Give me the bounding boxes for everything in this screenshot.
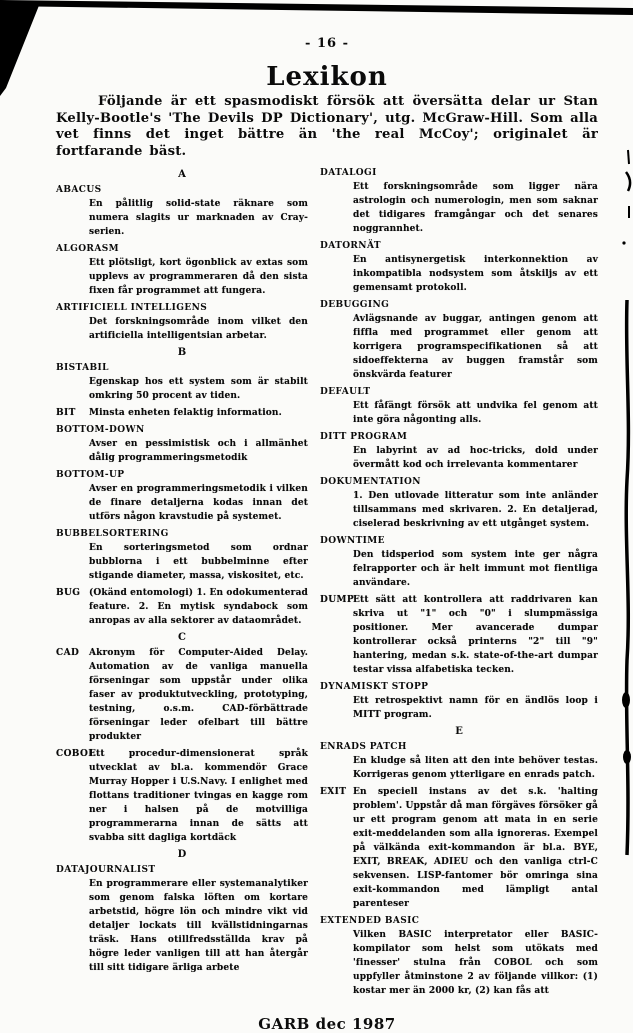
entry-extended-basic <box>320 914 598 998</box>
entry-definition <box>56 747 308 845</box>
entry-term: ENRADS PATCH <box>320 742 407 752</box>
entry-algorasm <box>56 242 308 298</box>
entry-definition-text: Ett fåfängt försök att undvika fel genom att inte göra någonting alls. <box>353 401 598 425</box>
entry-bottom-down <box>56 423 308 465</box>
entry-debugging <box>320 298 598 382</box>
entry-definition-text: Det forskningsområde inom vilket den artificiella intelligentsian arbetar. <box>89 317 308 341</box>
entry-definition <box>320 928 598 998</box>
entry-enrads-patch <box>320 740 598 782</box>
entry-term: BOTTOM-UP <box>56 470 125 480</box>
entry-definition-text: Vilken BASIC interpretator eller BASIC-kompilator som helst som utökats med 'finesser' stulna från COBOL och som uppfyller åtminstone 2 av följande villkor: (1) kostar mer än 2000 kr, (2) kan fås att <box>353 930 598 996</box>
entry-definition-text: Ett sätt att kontrollera att raddrivaren kan skriva ut "1" och "0" i slumpmässiga positioner. Mer avancerade dumpar kontrollerar också printerns "2" till "9" hantering, medan s.k. state-of-the-art dumpar testar vissa alfabetiska tecken. <box>353 595 598 675</box>
entry-definition-text: 1. Den utlovade litteratur som inte anländer tillsammans med skrivaren. 2. En detaljerad, ciselerad beskrivning av ett utgånget system. <box>353 491 598 529</box>
entry-term: COBOL <box>56 749 95 759</box>
entry-definition <box>320 754 598 782</box>
entry-definition <box>56 482 308 524</box>
entry-definition <box>320 694 598 722</box>
entry-definition <box>320 444 598 472</box>
entry-definition-text: Egenskap hos ett system som är stabilt omkring 50 procent av tiden. <box>89 377 308 401</box>
scan-artifact-right-tick-1 <box>628 150 629 164</box>
entry-definition-text: En antisynergetisk interkonnektion av inkompatibla nodsystem som åtskiljs av ett gemensamt protokoll. <box>353 255 598 293</box>
entry-dokumentation <box>320 475 598 531</box>
page-title: Lexikon <box>266 62 388 92</box>
entry-ditt-program <box>320 430 598 472</box>
entry-definition <box>56 646 308 744</box>
entry-definition-text: Ett procedur-dimensionerat språk utvecklat av bl.a. kommendör Grace Murray Hopper i U.S.Navy. I enlighet med flottans traditioner tvingas en kagge rom ner i halsen på de motvilliga programmerarna innan de sätts att svabba sitt dagliga kortdäck <box>89 749 308 843</box>
entry-definition-text: En sorteringsmetod som ordnar bubblorna i ett bubbelminne efter stigande diameter, massa, viskositet, etc. <box>89 543 308 581</box>
entry-definition <box>56 375 308 403</box>
entry-artificiell-intelligens <box>56 301 308 343</box>
entry-term: DATALOGI <box>320 168 377 178</box>
entry-term: DOKUMENTATION <box>320 477 421 487</box>
entry-definition <box>56 437 308 465</box>
entry-definition <box>56 541 308 583</box>
entry-term: DATORNÄT <box>320 241 381 251</box>
entry-term: DEFAULT <box>320 387 371 397</box>
entry-term: DOWNTIME <box>320 536 385 546</box>
entry-definition <box>320 312 598 382</box>
page-number: - 16 - <box>305 36 349 51</box>
entry-definition-text: En labyrint av ad hoc-tricks, dold under övermått kod och irrelevanta kommentarer <box>353 446 598 470</box>
scan-artifact-right-knot-2 <box>623 750 631 764</box>
column-left <box>56 166 308 1001</box>
scan-artifact-right-knot-1 <box>622 692 630 708</box>
entry-datalogi <box>320 166 598 236</box>
entry-dynamiskt-stopp <box>320 680 598 722</box>
entry-definition <box>56 197 308 239</box>
entry-definition-text: Ett forskningsområde som ligger nära astrologin och numerologin, men som saknar det tidigares framgångar och det senares noggrannhet. <box>353 182 598 234</box>
column-right <box>320 166 598 1001</box>
scan-artifact-top-bar <box>0 0 633 15</box>
footer-credit: GARB dec 1987 <box>258 1015 396 1033</box>
entry-definition-text: En pålitlig solid-state räknare som numera slagits ur marknaden av Cray-serien. <box>89 199 308 237</box>
entry-term: BISTABIL <box>56 363 109 373</box>
entry-definition <box>320 399 598 427</box>
entry-term: DITT PROGRAM <box>320 432 408 442</box>
scan-artifact-corner-blotch <box>0 0 40 96</box>
entry-abacus <box>56 183 308 239</box>
entry-datornät <box>320 239 598 295</box>
entry-term: BIT <box>56 408 76 418</box>
entry-cobol <box>56 747 308 845</box>
entry-definition-text: Ett plötsligt, kort ögonblick av extas som upplevs av programmeraren då den sista fixen får programmet att fungera. <box>89 258 308 296</box>
entry-term: EXTENDED BASIC <box>320 916 420 926</box>
entry-definition <box>56 406 308 420</box>
scan-artifact-right-tick-2 <box>626 172 630 191</box>
entry-bottom-up <box>56 468 308 524</box>
entry-cad <box>56 646 308 744</box>
entry-dump <box>320 593 598 677</box>
entry-exit <box>320 785 598 911</box>
entry-definition <box>320 253 598 295</box>
entry-definition-text: Minsta enheten felaktig information. <box>89 408 282 418</box>
scan-artifact-right-line <box>626 300 628 855</box>
entry-definition <box>56 586 308 628</box>
entry-bubbelsortering <box>56 527 308 583</box>
dictionary-columns <box>56 166 598 1001</box>
entry-definition-text: En programmerare eller systemanalytiker som genom falska löften om kortare arbetstid, högre lön och mindre vikt vid detaljer lockats till kvällstidningarnas träsk. Hans otillfredsställda krav på högre leder vanligen till att han återgår till sitt tidigare ärliga arbete <box>89 879 308 973</box>
entry-definition <box>320 593 598 677</box>
entry-term: EXIT <box>320 787 347 797</box>
entry-definition-text: Ett retrospektivt namn för en ändlös loop i MITT program. <box>353 696 598 720</box>
entry-bistabil <box>56 361 308 403</box>
section-letter-d: D <box>177 849 187 860</box>
entry-downtime <box>320 534 598 590</box>
entry-definition-text: Avlägsnande av buggar, antingen genom att fiffla med programmet eller genom att korrigera programspecifikationen så att sidoeffekterna av buggen framstår som önskvärda featurer <box>353 314 598 380</box>
entry-term: BUBBELSORTERING <box>56 529 169 539</box>
entry-bit <box>56 406 308 420</box>
entry-definition-text: Avser en pessimistisk och i allmänhet dålig programmeringsmetodik <box>89 439 308 463</box>
entry-definition <box>320 548 598 590</box>
section-letter-a: A <box>178 169 186 180</box>
section-letter-c: C <box>178 632 186 643</box>
entry-term: BUG <box>56 588 81 598</box>
entry-bug <box>56 586 308 628</box>
entry-definition <box>320 785 598 911</box>
entry-definition-text: (Okänd entomologi) 1. En odokumenterad feature. 2. En mytisk syndabock som anropas av alla sektorer av dataområdet. <box>89 588 309 626</box>
entry-definition-text: En speciell instans av det s.k. 'halting problem'. Uppstår då man förgäves försöker gå ur ett program genom att mata in en serie exit-meddelanden som alla ignoreras. Exempel på välkända exit-kommandon är bl.a. BYE, EXIT, BREAK, ADIEU och den vanliga ctrl-C sekvensen. LISP-fantomer bör omringa sina exit-kommandon med lämpligt antal parenteser <box>353 787 598 909</box>
entry-term: ALGORASM <box>56 244 119 254</box>
entry-definition <box>56 256 308 298</box>
entry-default <box>320 385 598 427</box>
entry-definition <box>320 180 598 236</box>
intro-paragraph: Följande är ett spasmodiskt försök att översätta delar ur Stan Kelly-Bootle's 'The Devils DP Dictionary', utg. McGraw-Hill. Som alla vet finns det inget bättre än 'the real McCoy'; originalet är fortfarande bäst. <box>56 94 598 159</box>
entry-definition-text: En kludge så liten att den inte behöver testas. Korrigeras genom ytterligare en enrads patch. <box>353 756 598 780</box>
entry-definition <box>320 489 598 531</box>
entry-term: DATAJOURNALIST <box>56 865 156 875</box>
section-letter-e: E <box>455 726 463 737</box>
entry-datajournalist <box>56 863 308 975</box>
entry-term: DUMP <box>320 595 354 605</box>
entry-definition <box>56 877 308 975</box>
entry-term: BOTTOM-DOWN <box>56 425 145 435</box>
entry-term: ABACUS <box>56 185 102 195</box>
entry-definition-text: Avser en programmeringsmetodik i vilken de finare detaljerna kodas innan det utförs någon kravstudie på systemet. <box>89 484 308 522</box>
entry-definition <box>56 315 308 343</box>
entry-definition-text: Akronym för Computer-Aided Delay. Automation av de vanliga manuella förseningar som uppstår under olika faser av produktutveckling, prototyping, testning, o.s.m. CAD-förbättrade förseningar leder ofelbart till bättre produkter <box>89 648 308 742</box>
section-letter-b: B <box>177 347 187 358</box>
entry-term: CAD <box>56 648 80 658</box>
entry-term: DEBUGGING <box>320 300 390 310</box>
entry-term: ARTIFICIELL INTELLIGENS <box>56 303 208 313</box>
entry-definition-text: Den tidsperiod som system inte ger några felrapporter och är helt immunt mot fientliga användare. <box>353 550 598 588</box>
scan-artifact-right-dot <box>622 241 625 244</box>
entry-term: DYNAMISKT STOPP <box>320 682 429 692</box>
